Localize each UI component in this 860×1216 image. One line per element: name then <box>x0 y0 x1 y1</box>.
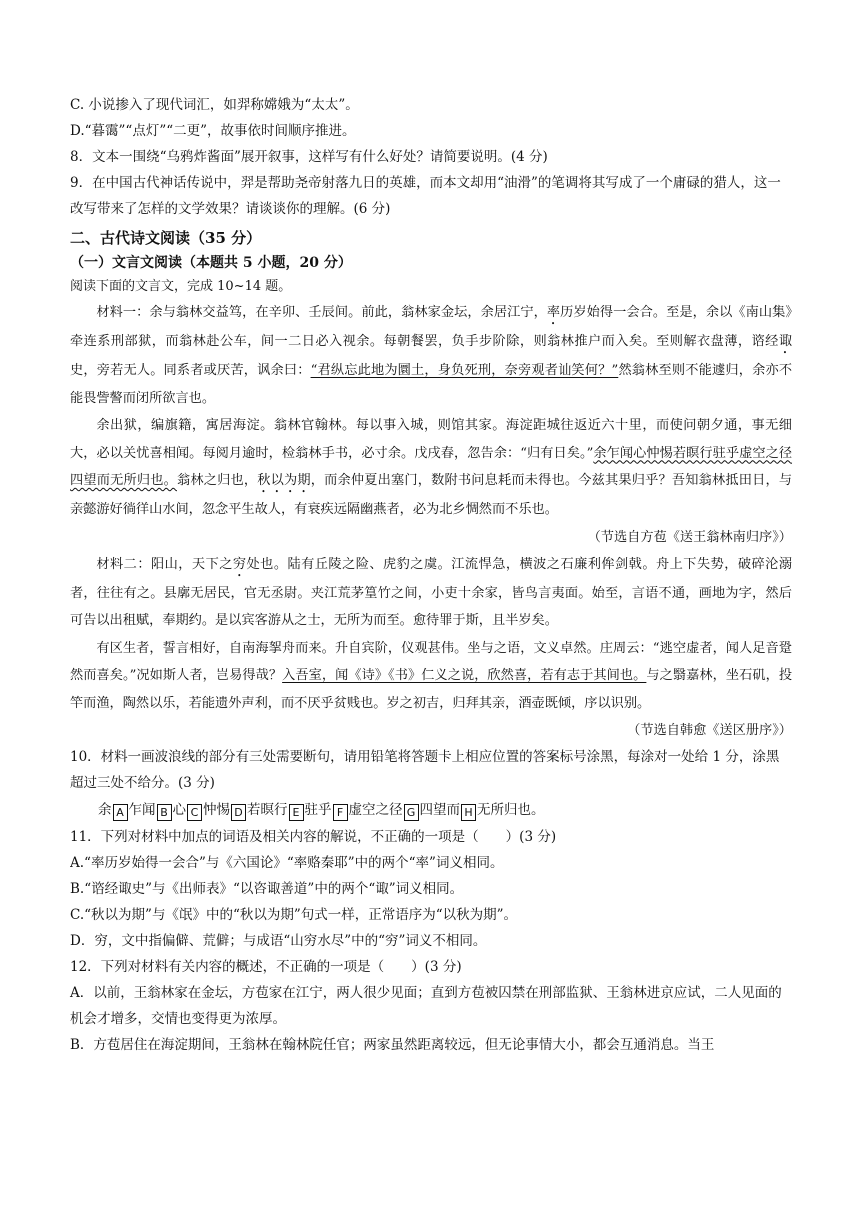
segment-text: 四望而 <box>419 802 460 818</box>
q11-option-c: C.“秋以为期”与《氓》中的“秋以为期”句式一样，正常语序为“以秋为期”。 <box>70 907 518 923</box>
segment-text: 若暝行 <box>247 802 288 818</box>
dotted-word: 率 <box>546 305 561 320</box>
underlined-sentence: 入吾室，闻《诗》《书》仁义之说，欣然喜，若有志于其间也。 <box>282 668 647 683</box>
answer-box-h[interactable]: H <box>461 804 476 821</box>
subsection-title: （一）文言文阅读（本题共 5 小题，20 分） <box>70 255 352 271</box>
q7-option-c: C. 小说掺入了现代词汇，如羿称嫦娥为“太太”。 <box>70 97 359 113</box>
question-11: 11．下列对材料中加点的词语及相关内容的解说，不正确的一项是（ ）(3 分) <box>70 829 557 845</box>
text-segment: 然翁林至则不能遽归，余亦不能畏訾謷而闭所欲言也。 <box>70 363 793 406</box>
q12-option-b: B．方苞居住在海淀期间，王翁林在翰林院任官；两家虽然距离较远，但无论事情大小，都会互通消息。当王 <box>70 1037 715 1053</box>
material1-paragraph2 <box>70 412 792 524</box>
answer-box-d[interactable]: D <box>231 804 246 821</box>
segment-text: 无所归也。 <box>477 802 545 818</box>
wavy-underlined-sentence: 余乍闻心忡惕若瞑行驻乎虚空之径四望而无所归也。 <box>70 445 793 488</box>
q11-option-b: B.“谘经诹史”与《出师表》“以咨诹善道”中的两个“诹”词义相同。 <box>70 881 464 897</box>
segment-text: 余 <box>98 802 112 818</box>
segment-text: 虚空之径 <box>348 802 403 818</box>
answer-box-a[interactable]: A <box>113 804 128 821</box>
answer-box-g[interactable]: G <box>404 804 419 821</box>
text-segment: 处也。陆有丘陵之险、虎豹之虞。江流悍急，横波之石廉利侔剑戟。舟上下失势，破碎沦溺者，往往有之。县廓无居民，官无丞尉。夹江荒茅篁竹之间，小吏十余家，皆鸟言夷面。始至，言语不通，画地为字，然后可告以出租赋，奉期约。是以宾客游从之士，无所为而至。愈待罪于斯，且半岁矣。 <box>70 556 793 628</box>
underlined-sentence: “君纵忘此地为圜土，身负死刑，奈旁观者讪笑何？” <box>310 363 619 378</box>
answer-box-f[interactable]: F <box>333 804 348 821</box>
material2-paragraph2 <box>70 635 792 718</box>
material2-paragraph1 <box>70 551 792 635</box>
text-segment: ，而余仲夏出塞门，数附书问息耗而未得也。今兹其果归乎？吾知翁林抵田日，与亲懿游好徜徉山水间，忽念平生故人，有衰疾远隔幽燕者，必为北乡惆然而不乐也。 <box>70 473 793 517</box>
reading-instruction: 阅读下面的文言文，完成 10~14 题。 <box>70 279 292 294</box>
material1-paragraph1 <box>70 299 792 412</box>
answer-box-c[interactable]: C <box>187 804 202 821</box>
text-segment: 翁林之归也， <box>177 473 258 488</box>
segment-text: 乍闻 <box>128 802 156 818</box>
sentence-break-options <box>70 796 792 824</box>
text-segment: 与之翳嘉林，坐石矶，投竿而渔，陶然以乐，若能遗外声利，而不厌乎贫贱也。岁之初吉，归拜其亲，酒壶既倾，序以识别。 <box>70 668 793 711</box>
section-title: 二、古代诗文阅读（35 分） <box>70 229 262 247</box>
q11-option-a: A.“率历岁始得一会合”与《六国论》“率赂秦耶”中的两个“率”词义相同。 <box>70 855 504 871</box>
material1-source: （节选自方苞《送王翁林南归序》） <box>587 529 792 545</box>
answer-box-e[interactable]: E <box>289 804 304 821</box>
text-segment: 材料一：余与翁林交益笃，在辛卯、壬辰间。前此，翁林家金坛，余居江宁， <box>96 305 547 320</box>
text-segment: 材料二：阳山，天下之 <box>96 556 233 572</box>
dotted-word: 诹 <box>778 334 792 349</box>
question-9: 9．在中国古代神话传说中，羿是帮助尧帝射落九日的英雄，而本文却用“油滑”的笔调将其写成了一个庸碌的猎人，这一改写带来了怎样的文学效果？请谈谈你的理解。(6 分) <box>70 175 781 217</box>
dotted-phrase: 秋以为期 <box>257 473 311 488</box>
text-segment: 历岁始得一会合。至是，余以《南山集》牵连系刑部狱，而翁林赴公车，间一二日必入视余。每朝餐罢，负手步阶除，则翁林推户而入矣。至则解衣盘薄，谘经 <box>70 305 793 349</box>
q11-option-d: D．穷，文中指偏僻、荒僻；与成语“山穷水尽”中的“穷”词义不相同。 <box>70 933 487 949</box>
q7-option-d: D.“暮霭”“点灯”“二更”，故事依时间顺序推进。 <box>70 123 356 139</box>
answer-box-b[interactable]: B <box>157 804 172 821</box>
text-segment: 余出狱，编旗籍，寓居海淀。翁林官翰林。每以事入城，则馆其家。海淀距城往返近六十里，而使问朝夕通，事无细大，必以关忧喜相闻。每阅月逾时，检翁林手书，必寸余。戊戌春，忽告余：“归有日矣。” <box>70 418 792 461</box>
dotted-word: 穷 <box>232 556 247 572</box>
q12-option-a: A．以前，王翁林家在金坛，方苞家在江宁，两人很少见面；直到方苞被囚禁在刑部监狱、王翁林进京应试，二人见面的机会才增多，交情也变得更为浓厚。 <box>70 985 782 1027</box>
material2-source: （节选自韩愈《送区册序》） <box>627 723 792 738</box>
question-8: 8．文本一围绕“乌鸦炸酱面”展开叙事，这样写有什么好处？请简要说明。(4 分) <box>70 149 548 165</box>
exam-page <box>70 92 792 1058</box>
question-10: 10．材料一画波浪线的部分有三处需要断句，请用铅笔将答题卡上相应位置的答案标号涂黑，每涂对一处给 1 分，涂黑超过三处不给分。(3 分) <box>70 749 780 791</box>
question-12: 12．下列对材料有关内容的概述，不正确的一项是（ ）(3 分) <box>70 959 462 975</box>
text-segment: 史，旁若无人。同系者或厌苦，讽余曰： <box>70 363 311 378</box>
segment-text: 驻乎 <box>304 802 332 818</box>
segment-text: 忡惕 <box>203 802 230 818</box>
segment-text: 心 <box>172 802 186 818</box>
text-segment: 有区生者，誓言相好，自南海挐舟而来。升自宾阶，仪观甚伟。坐与之语，文义卓然。庄周云：“逃空虚者，闻人足音跫然而喜矣。”况如斯人者，岂易得哉？ <box>70 640 792 683</box>
